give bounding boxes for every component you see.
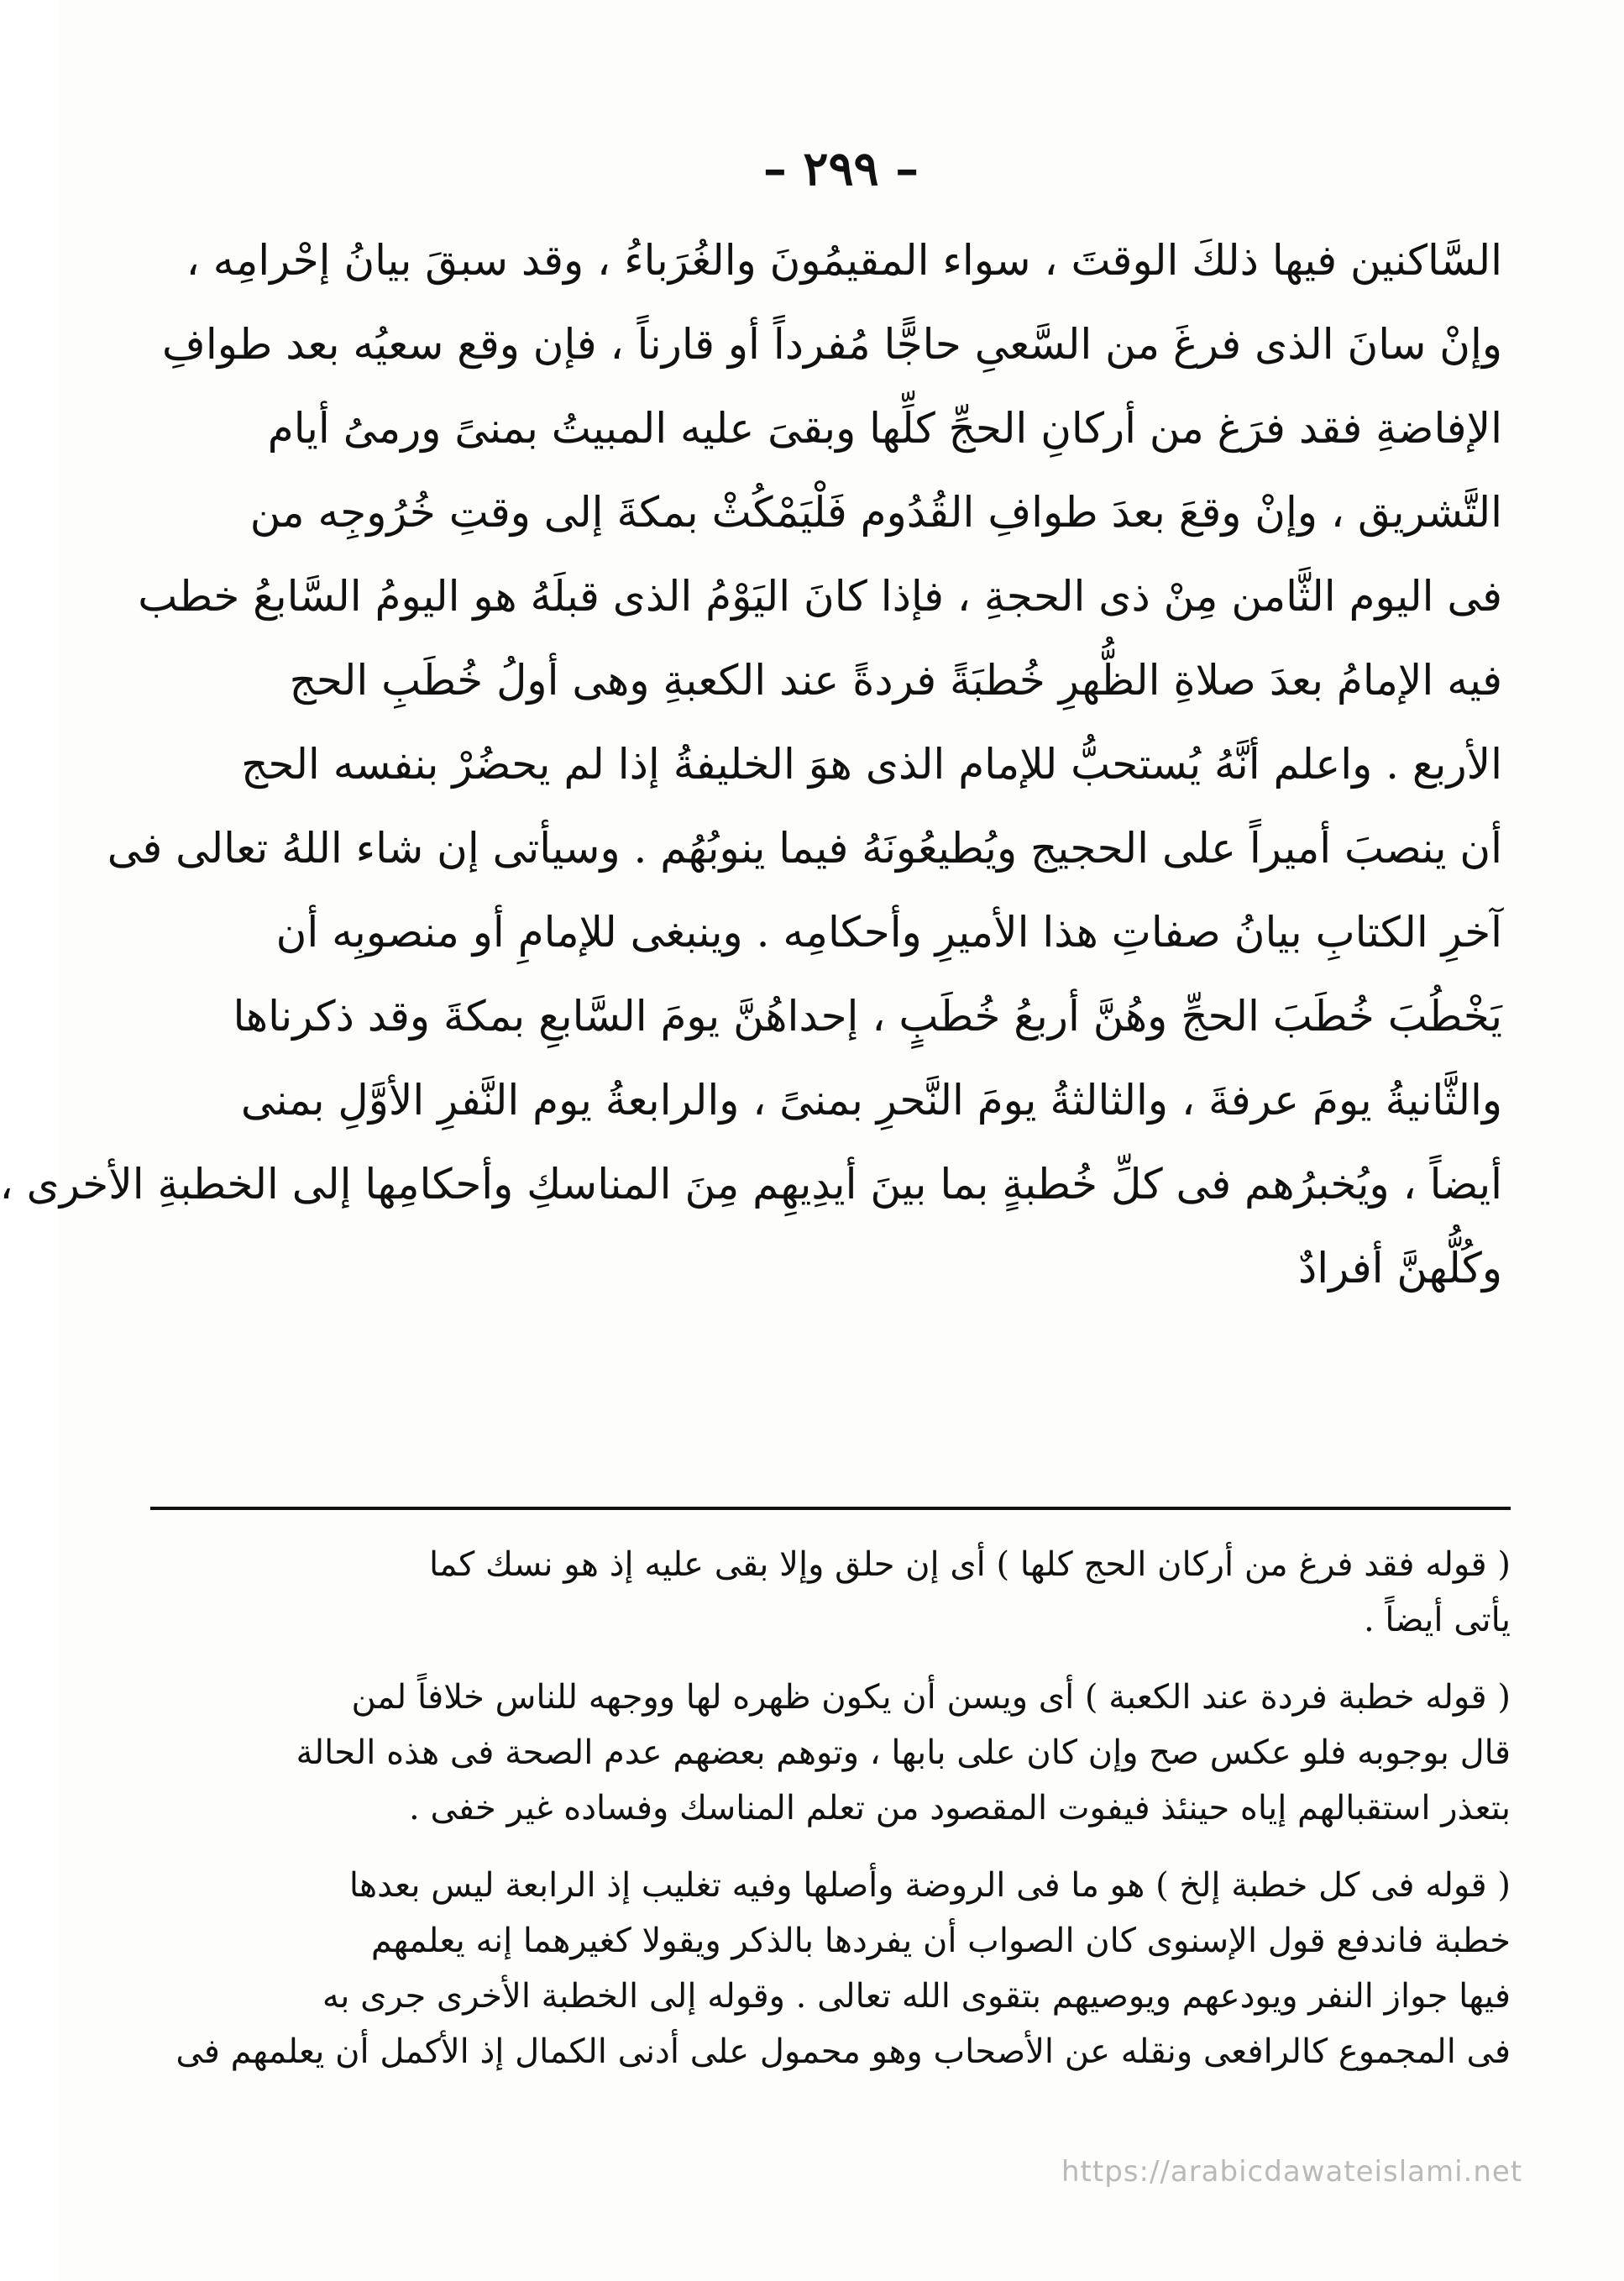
note-line: قال بوجوبه فلو عكس صح وإن كان على بابها ، وتوهم بعضهم عدم الصحة فى هذه الحالة xyxy=(296,1733,1511,1772)
page-number: – ٢٩٩ – xyxy=(762,141,919,197)
watermark-url: https://arabicdawateislami.net xyxy=(1061,2155,1523,2189)
main-text-line: أيضاً ، ويُخبرُهم فى كلِّ خُطبةٍ بما بينَ أيدِيهِم مِنَ المناسكِ وأحكامِها إلى الخطبةِ الأخرى ، xyxy=(0,1160,1502,1209)
main-text-line: أن ينصبَ أميراً على الحجيج ويُطيعُونَهُ فيما ينوبُهُم . وسيأتى إن شاء اللهُ تعالى فى xyxy=(107,824,1502,873)
note-line: ( قوله فقد فرغ من أركان الحج كلها ) أى إن حلق وإلا بقى عليه إذ هو نسك كما xyxy=(428,1545,1511,1584)
footnote-divider xyxy=(150,1507,1511,1510)
main-text-line: السَّاكنين فيها ذلكَ الوقتَ ، سواء المقيمُونَ والغُرَباءُ ، وقد سبقَ بيانُ إحْرامِه ، xyxy=(186,236,1502,285)
note-block xyxy=(150,1670,1511,1836)
main-text-line: الأربع . واعلم أنَّهُ يُستحبُّ للإمام الذى هوَ الخليفةُ إذا لم يحضُرْ بنفسه الحج xyxy=(241,740,1502,789)
main-text-line: يَخْطُبَ خُطَبَ الحجِّ وهُنَّ أربعُ خُطَبٍ ، إحداهُنَّ يومَ السَّابعِ بمكةَ وقد ذكرناها xyxy=(233,992,1502,1041)
main-text-line: فيه الإمامُ بعدَ صلاةِ الظُّهرِ خُطبَةً فردةً عند الكعبةِ وهى أولُ خُطَبِ الحج xyxy=(289,656,1502,705)
main-text-line: آخرِ الكتابِ بيانُ صفاتِ هذا الأميرِ وأحكامِه . وينبغى للإمامِ أو منصوبِه أن xyxy=(275,908,1502,957)
main-text-body xyxy=(0,218,1502,1310)
note-block xyxy=(150,1858,1511,2079)
note-line: ( قوله فى كل خطبة إلخ ) هو ما فى الروضة وأصلها وفيه تغليب إذ الرابعة ليس بعدها xyxy=(348,1866,1511,1905)
note-line: فيها جواز النفر ويودعهم ويوصيهم بتقوى الله تعالى . وقوله إلى الخطبة الأخرى جرى به xyxy=(322,1977,1511,2016)
note-line: بتعذر استقبالهم إياه حينئذ فيفوت المقصود من تعلم المناسك وفساده غير خفى . xyxy=(409,1789,1511,1827)
note-line: خطبة فاندفع قول الإسنوى كان الصواب أن يفردها بالذكر ويقولا كغيرهما إنه يعلمهم xyxy=(370,1922,1511,1960)
main-text-line: الإفاضةِ فقد فرَغ من أركانِ الحجِّ كلِّها وبقىَ عليه المبيتُ بمنىً ورمىُ أيام xyxy=(267,404,1502,453)
note-block xyxy=(150,1537,1511,1648)
note-line: يأتى أيضاً . xyxy=(1363,1601,1511,1639)
main-text-line: وإنْ سانَ الذى فرغَ من السَّعىِ حاجًّا مُفرداً أو قارناً ، فإن وقع سعيُه بعد طوافِ xyxy=(162,320,1502,369)
main-text-line: التَّشريق ، وإنْ وقعَ بعدَ طوافِ القُدُوم فَلْيَمْكُثْ بمكةَ إلى وقتِ خُرُوجِه من xyxy=(249,488,1502,537)
marginal-notes xyxy=(150,1537,1511,2101)
main-text-line: وكُلُّهنَّ أفرادٌ xyxy=(1297,1244,1502,1293)
note-line: فى المجموع كالرافعى ونقله عن الأصحاب وهو محمول على أدنى الكمال إذ الأكمل أن يعلمهم فى xyxy=(175,2032,1511,2071)
main-text-line: والثَّانيةُ يومَ عرفةَ ، والثالثةُ يومَ النَّحرِ بمنىً ، والرابعةُ يوم النَّفرِ الأوَّلِ بمنى xyxy=(240,1076,1502,1125)
note-line: ( قوله خطبة فردة عند الكعبة ) أى ويسن أن يكون ظهره لها ووجهه للناس خلافاً لمن xyxy=(351,1678,1511,1717)
main-text-line: فى اليوم الثَّامن مِنْ ذى الحجةِ ، فإذا كانَ اليَوْمُ الذى قبلَهُ هو اليومُ السَّابعُ خطب xyxy=(138,572,1502,621)
